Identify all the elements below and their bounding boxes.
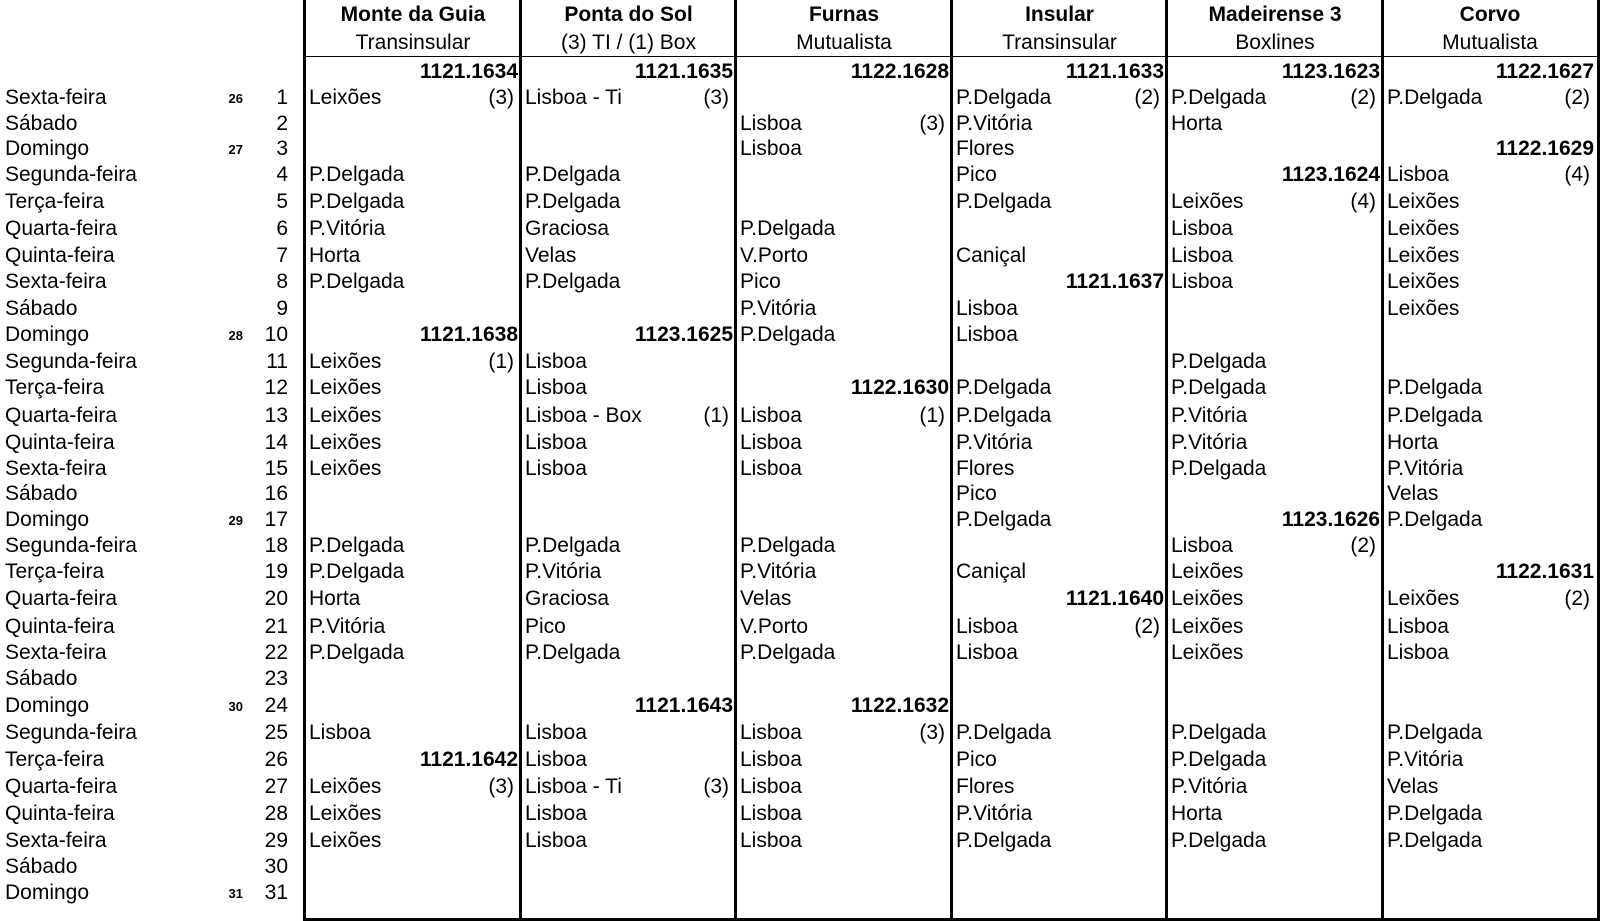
- port-call: Pico: [740, 270, 781, 293]
- ship-name: Furnas: [808, 3, 879, 26]
- port-call: Pico: [956, 163, 997, 186]
- port-call: Lisboa: [525, 431, 587, 454]
- port-call: P.Delgada: [1387, 376, 1483, 399]
- port-call: Pico: [956, 748, 997, 771]
- ship-name: Monte da Guia: [340, 3, 486, 26]
- port-call: P.Delgada: [309, 163, 405, 186]
- week-number: 26: [228, 91, 243, 106]
- day-of-week: Sábado: [5, 482, 78, 505]
- port-call: V.Porto: [740, 244, 809, 267]
- port-call: P.Delgada: [740, 323, 836, 346]
- port-note: (3): [488, 86, 514, 109]
- port-call: Lisboa: [1171, 244, 1233, 267]
- port-call: Lisboa - Ti: [525, 86, 622, 109]
- port-call: Lisboa: [525, 350, 587, 373]
- port-call: P.Vitória: [956, 431, 1033, 454]
- port-call: Lisboa: [740, 802, 802, 825]
- port-call: P.Delgada: [956, 404, 1052, 427]
- day-of-week: Sábado: [5, 667, 78, 690]
- day-of-week: Domingo: [5, 137, 90, 160]
- port-call: Lisboa: [1387, 641, 1449, 664]
- port-call: Lisboa: [956, 641, 1018, 664]
- day-of-week: Sábado: [5, 855, 78, 878]
- day-of-month: 2: [276, 112, 288, 135]
- day-of-month: 6: [276, 217, 288, 240]
- port-call: Lisboa: [740, 431, 802, 454]
- day-of-week: Quarta-feira: [5, 217, 118, 240]
- column-divider: [734, 0, 737, 921]
- port-call: Horta: [1171, 802, 1223, 825]
- voyage-number: 1123.1626: [1281, 508, 1380, 531]
- port-call: Leixões: [309, 404, 382, 427]
- port-call: P.Delgada: [1171, 721, 1267, 744]
- port-call: V.Porto: [740, 615, 809, 638]
- port-call: P.Delgada: [956, 86, 1052, 109]
- port-call: Leixões: [309, 802, 382, 825]
- day-of-month: 25: [264, 721, 288, 744]
- voyage-number: 1121.1633: [1065, 60, 1164, 83]
- week-number: 28: [228, 328, 243, 343]
- port-call: P.Delgada: [1171, 748, 1267, 771]
- port-note: (3): [919, 721, 945, 744]
- port-call: Lisboa: [956, 297, 1018, 320]
- day-of-week: Sábado: [5, 112, 78, 135]
- port-note: (2): [1350, 86, 1376, 109]
- port-note: (3): [703, 86, 729, 109]
- voyage-number: 1121.1635: [634, 60, 733, 83]
- day-of-month: 31: [264, 881, 288, 904]
- day-of-month: 21: [264, 615, 288, 638]
- port-call: Leixões: [1387, 244, 1460, 267]
- port-call: Caniçal: [956, 244, 1027, 267]
- port-call: Leixões: [309, 457, 382, 480]
- day-of-month: 7: [276, 244, 288, 267]
- port-note: (2): [1350, 534, 1376, 557]
- ship-name: Madeirense 3: [1208, 3, 1342, 26]
- port-call: P.Delgada: [956, 190, 1052, 213]
- port-call: Leixões: [1171, 560, 1244, 583]
- port-call: Lisboa: [956, 615, 1018, 638]
- port-call: Lisboa: [740, 721, 802, 744]
- day-of-month: 10: [264, 323, 288, 346]
- port-call: P.Delgada: [740, 641, 836, 664]
- port-call: Horta: [309, 587, 361, 610]
- day-of-week: Sexta-feira: [5, 270, 107, 293]
- port-note: (3): [703, 775, 729, 798]
- port-call: Leixões: [1387, 587, 1460, 610]
- port-call: P.Delgada: [1387, 86, 1483, 109]
- port-call: Pico: [525, 615, 566, 638]
- port-call: Leixões: [309, 775, 382, 798]
- port-call: P.Delgada: [1171, 829, 1267, 852]
- port-call: P.Delgada: [1171, 457, 1267, 480]
- day-of-week: Domingo: [5, 323, 90, 346]
- day-of-week: Quarta-feira: [5, 404, 118, 427]
- port-note: (3): [919, 112, 945, 135]
- voyage-number: 1121.1642: [419, 748, 518, 771]
- week-number: 31: [228, 886, 243, 901]
- port-call: P.Delgada: [740, 217, 836, 240]
- voyage-number: 1122.1627: [1495, 60, 1594, 83]
- day-of-week: Quinta-feira: [5, 431, 115, 454]
- voyage-number: 1121.1643: [634, 694, 733, 717]
- day-of-month: 26: [264, 748, 288, 771]
- day-of-week: Domingo: [5, 881, 90, 904]
- port-call: Lisboa: [740, 829, 802, 852]
- port-call: Leixões: [309, 86, 382, 109]
- port-call: Flores: [956, 775, 1015, 798]
- port-call: Leixões: [1171, 587, 1244, 610]
- port-call: Lisboa: [956, 323, 1018, 346]
- ship-operator: Transinsular: [1002, 31, 1117, 54]
- port-call: P.Vitória: [309, 615, 386, 638]
- port-call: Lisboa: [1171, 270, 1233, 293]
- port-call: P.Delgada: [1171, 350, 1267, 373]
- port-call: Lisboa: [740, 137, 802, 160]
- port-call: P.Vitória: [1171, 431, 1248, 454]
- voyage-number: 1121.1637: [1065, 270, 1164, 293]
- port-call: Lisboa: [1387, 615, 1449, 638]
- port-call: Lisboa: [525, 721, 587, 744]
- port-call: P.Delgada: [1387, 829, 1483, 852]
- day-of-month: 4: [276, 163, 288, 186]
- port-call: P.Vitória: [1171, 404, 1248, 427]
- day-of-month: 28: [264, 802, 288, 825]
- port-call: Horta: [1171, 112, 1223, 135]
- day-of-week: Terça-feira: [5, 560, 105, 583]
- port-call: Lisboa - Box: [525, 404, 642, 427]
- port-call: P.Delgada: [525, 190, 621, 213]
- port-call: Horta: [309, 244, 361, 267]
- day-of-week: Quinta-feira: [5, 615, 115, 638]
- day-of-month: 3: [276, 137, 288, 160]
- port-call: Caniçal: [956, 560, 1027, 583]
- port-call: Leixões: [309, 829, 382, 852]
- port-call: P.Delgada: [309, 190, 405, 213]
- port-call: P.Delgada: [1387, 404, 1483, 427]
- port-call: Leixões: [309, 431, 382, 454]
- day-of-month: 1: [276, 86, 288, 109]
- week-number: 29: [228, 513, 243, 528]
- port-note: (2): [1134, 86, 1160, 109]
- port-call: Leixões: [309, 376, 382, 399]
- port-call: P.Delgada: [956, 829, 1052, 852]
- port-note: (3): [488, 775, 514, 798]
- port-call: P.Delgada: [309, 534, 405, 557]
- port-call: Lisboa: [525, 748, 587, 771]
- port-call: Flores: [956, 457, 1015, 480]
- port-call: P.Delgada: [956, 508, 1052, 531]
- day-of-month: 16: [264, 482, 288, 505]
- voyage-number: 1121.1634: [419, 60, 518, 83]
- day-of-month: 17: [264, 508, 288, 531]
- port-call: P.Delgada: [1387, 721, 1483, 744]
- day-of-month: 30: [264, 855, 288, 878]
- port-call: Lisboa: [740, 457, 802, 480]
- ship-operator: Transinsular: [355, 31, 471, 54]
- port-call: Horta: [1387, 431, 1439, 454]
- day-of-month: 15: [264, 457, 288, 480]
- day-of-week: Quarta-feira: [5, 775, 118, 798]
- port-call: Velas: [525, 244, 577, 267]
- port-call: P.Vitória: [1171, 775, 1248, 798]
- day-of-week: Quinta-feira: [5, 802, 115, 825]
- day-of-month: 13: [264, 404, 288, 427]
- port-call: P.Vitória: [309, 217, 386, 240]
- day-of-week: Sexta-feira: [5, 457, 107, 480]
- day-of-month: 14: [264, 431, 288, 454]
- port-call: P.Delgada: [1171, 86, 1267, 109]
- day-of-month: 18: [264, 534, 288, 557]
- day-of-week: Segunda-feira: [5, 163, 137, 186]
- port-call: Lisboa: [1171, 534, 1233, 557]
- voyage-number: 1121.1640: [1065, 587, 1164, 610]
- week-number: 27: [228, 142, 243, 157]
- day-of-month: 11: [266, 350, 288, 373]
- port-call: Lisboa: [309, 721, 371, 744]
- day-of-month: 29: [264, 829, 288, 852]
- ship-operator: Mutualista: [796, 31, 892, 54]
- voyage-number: 1122.1632: [850, 694, 949, 717]
- port-note: (1): [919, 404, 945, 427]
- voyage-number: 1122.1630: [850, 376, 949, 399]
- port-call: P.Vitória: [956, 112, 1033, 135]
- port-call: P.Delgada: [309, 560, 405, 583]
- port-call: Leixões: [1171, 190, 1244, 213]
- port-call: P.Delgada: [525, 534, 621, 557]
- voyage-number: 1121.1638: [419, 323, 518, 346]
- voyage-number: 1122.1631: [1495, 560, 1594, 583]
- port-call: Lisboa - Ti: [525, 775, 622, 798]
- port-call: Leixões: [1171, 641, 1244, 664]
- port-call: P.Delgada: [740, 534, 836, 557]
- port-call: Leixões: [1171, 615, 1244, 638]
- port-call: P.Delgada: [309, 641, 405, 664]
- column-divider: [1165, 0, 1168, 921]
- port-call: Flores: [956, 137, 1015, 160]
- port-call: Lisboa: [740, 748, 802, 771]
- day-of-week: Sexta-feira: [5, 86, 107, 109]
- port-call: Pico: [956, 482, 997, 505]
- day-of-month: 22: [264, 641, 288, 664]
- day-of-month: 23: [264, 667, 288, 690]
- port-call: Velas: [740, 587, 792, 610]
- port-note: (1): [488, 350, 514, 373]
- column-divider: [950, 0, 953, 921]
- day-of-month: 19: [264, 560, 288, 583]
- port-call: Lisboa: [1171, 217, 1233, 240]
- port-call: Lisboa: [525, 457, 587, 480]
- port-note: (4): [1564, 163, 1590, 186]
- port-call: Lisboa: [525, 376, 587, 399]
- ship-operator: Boxlines: [1235, 31, 1315, 54]
- voyage-number: 1123.1623: [1281, 60, 1380, 83]
- port-call: Lisboa: [740, 112, 802, 135]
- day-of-week: Terça-feira: [5, 748, 105, 771]
- port-call: Lisboa: [740, 404, 802, 427]
- port-call: Leixões: [1387, 217, 1460, 240]
- port-call: Velas: [1387, 482, 1439, 505]
- port-call: Lisboa: [1387, 163, 1449, 186]
- port-call: P.Delgada: [1387, 802, 1483, 825]
- port-call: P.Vitória: [740, 297, 817, 320]
- port-call: Leixões: [1387, 270, 1460, 293]
- port-call: P.Delgada: [525, 270, 621, 293]
- port-call: P.Vitória: [1387, 748, 1464, 771]
- port-note: (2): [1564, 587, 1590, 610]
- week-number: 30: [228, 699, 243, 714]
- day-of-week: Sexta-feira: [5, 641, 107, 664]
- port-call: Leixões: [1387, 297, 1460, 320]
- ship-operator: (3) TI / (1) Box: [561, 31, 696, 54]
- day-of-week: Sexta-feira: [5, 829, 107, 852]
- port-call: P.Delgada: [525, 163, 621, 186]
- port-call: P.Delgada: [1387, 508, 1483, 531]
- port-call: Leixões: [1387, 190, 1460, 213]
- port-call: P.Delgada: [956, 721, 1052, 744]
- port-call: Graciosa: [525, 217, 610, 240]
- port-call: P.Delgada: [956, 376, 1052, 399]
- day-of-week: Sábado: [5, 297, 78, 320]
- ship-name: Ponta do Sol: [564, 3, 693, 26]
- port-call: Lisboa: [740, 775, 802, 798]
- port-call: P.Vitória: [956, 802, 1033, 825]
- port-note: (1): [703, 404, 729, 427]
- port-note: (2): [1134, 615, 1160, 638]
- port-note: (2): [1564, 86, 1590, 109]
- day-of-week: Segunda-feira: [5, 721, 137, 744]
- voyage-number: 1122.1629: [1495, 137, 1594, 160]
- port-call: P.Delgada: [525, 641, 621, 664]
- ship-name: Insular: [1025, 3, 1094, 26]
- day-of-month: 12: [264, 376, 288, 399]
- port-call: P.Vitória: [525, 560, 602, 583]
- day-of-week: Terça-feira: [5, 190, 105, 213]
- port-call: P.Delgada: [309, 270, 405, 293]
- ship-operator: Mutualista: [1442, 31, 1538, 54]
- day-of-month: 27: [264, 775, 288, 798]
- port-call: Lisboa: [525, 829, 587, 852]
- ship-name: Corvo: [1459, 3, 1521, 26]
- port-call: P.Delgada: [1171, 376, 1267, 399]
- voyage-number: 1123.1625: [634, 323, 733, 346]
- day-of-month: 24: [264, 694, 288, 717]
- day-of-month: 9: [276, 297, 288, 320]
- day-of-week: Domingo: [5, 508, 90, 531]
- port-call: P.Vitória: [740, 560, 817, 583]
- day-of-week: Terça-feira: [5, 376, 105, 399]
- day-of-week: Quinta-feira: [5, 244, 115, 267]
- header-divider: [303, 56, 1600, 57]
- day-of-week: Segunda-feira: [5, 534, 137, 557]
- port-call: P.Vitória: [1387, 457, 1464, 480]
- port-call: Leixões: [309, 350, 382, 373]
- day-of-month: 20: [264, 587, 288, 610]
- port-call: Velas: [1387, 775, 1439, 798]
- voyage-number: 1122.1628: [850, 60, 949, 83]
- port-call: Lisboa: [525, 802, 587, 825]
- voyage-number: 1123.1624: [1281, 163, 1380, 186]
- day-of-month: 5: [276, 190, 288, 213]
- port-call: Graciosa: [525, 587, 610, 610]
- day-of-week: Domingo: [5, 694, 90, 717]
- port-note: (4): [1350, 190, 1376, 213]
- day-of-week: Quarta-feira: [5, 587, 118, 610]
- day-of-month: 8: [276, 270, 288, 293]
- day-of-week: Segunda-feira: [5, 350, 137, 373]
